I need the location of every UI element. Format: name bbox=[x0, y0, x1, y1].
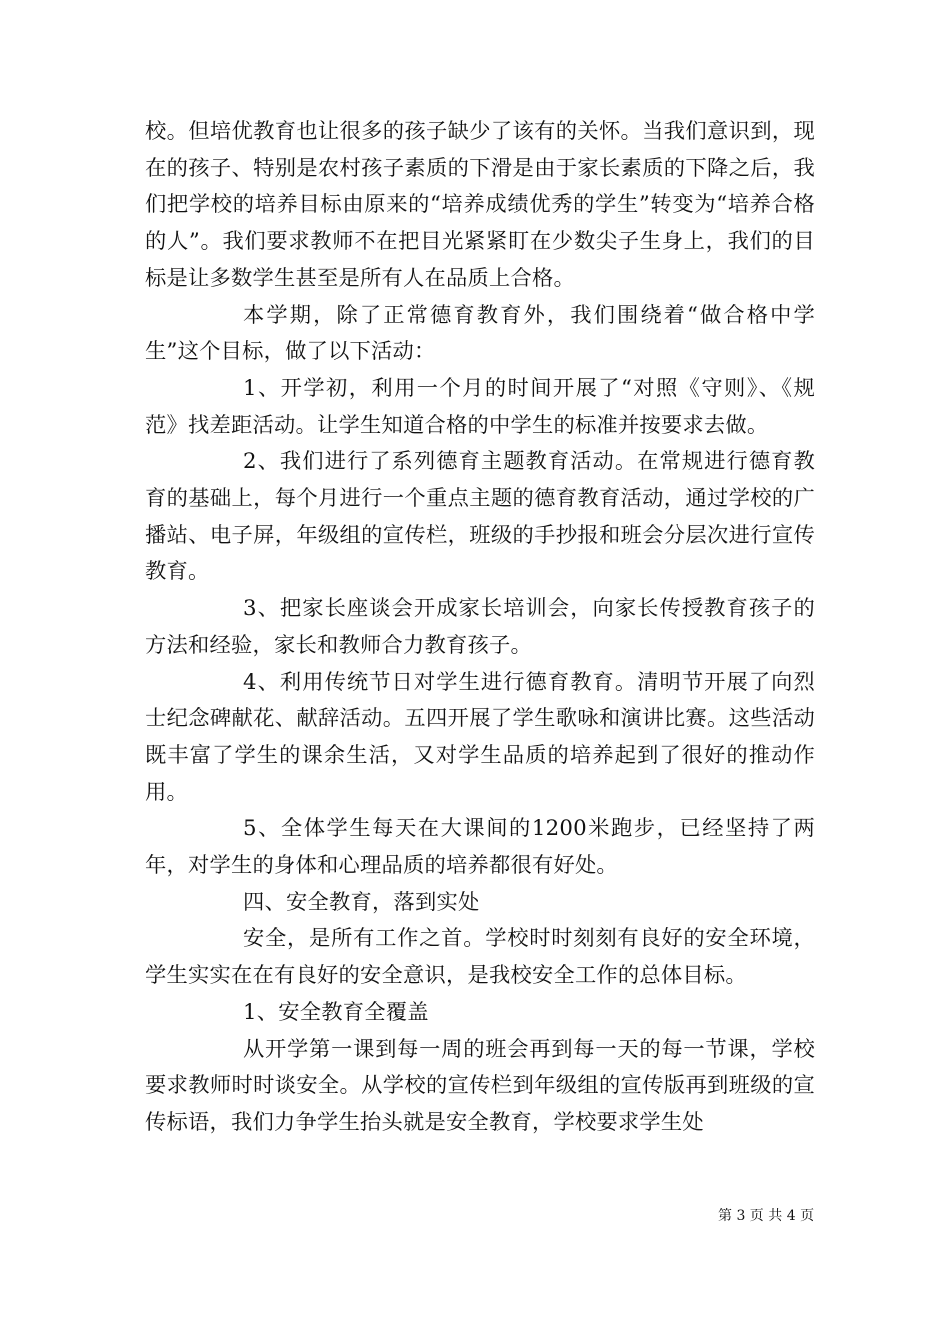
page-number-footer: 第 3 页 共 4 页 bbox=[718, 1208, 815, 1224]
paragraph-item-5: 5、全体学生每天在大课间的1200米跑步，已经坚持了两年，对学生的身体和心理品质的培养都很有好处。 bbox=[145, 816, 815, 879]
paragraph-item-2: 2、我们进行了系列德育主题教育活动。在常规进行德育教育的基础上，每个月进行一个重点主题的德育教育活动，通过学校的广播站、电子屏，年级组的宣传栏，班级的手抄报和班会分层次进行宣传教育。 bbox=[145, 449, 815, 585]
paragraph-item-3: 3、把家长座谈会开成家长培训会，向家长传授教育孩子的方法和经验，家长和教师合力教育孩子。 bbox=[145, 596, 815, 658]
section-heading-safety: 四、安全教育，落到实处 bbox=[243, 889, 480, 915]
paragraph-safety-coverage: 从开学第一课到每一周的班会再到每一天的每一节课，学校要求教师时时谈安全。从学校的宣传栏到年级组的宣传版再到班级的宣传标语，我们力争学生抬头就是安全教育，学校要求学生处 bbox=[145, 1036, 815, 1135]
document-body bbox=[145, 114, 815, 1142]
subheading-safety-coverage: 1、安全教育全覆盖 bbox=[243, 999, 429, 1025]
paragraph-item-1: 1、开学初，利用一个月的时间开展了“对照《守则》、《规范》找差距活动。让学生知道合格的中学生的标准并按要求去做。 bbox=[145, 375, 815, 438]
paragraph-item-4: 4、利用传统节日对学生进行德育教育。清明节开展了向烈士纪念碑献花、献辞活动。五四开展了学生歌咏和演讲比赛。这些活动既丰富了学生的课余生活，又对学生品质的培养起到了很好的推动作用。 bbox=[145, 669, 815, 805]
paragraph-semester-activities: 本学期，除了正常德育教育外，我们围绕着“做合格中学生”这个目标，做了以下活动： bbox=[145, 302, 815, 365]
paragraph-safety-goal: 安全，是所有工作之首。学校时时刻刻有良好的安全环境，学生实实在在有良好的安全意识，是我校安全工作的总体目标。 bbox=[145, 926, 815, 989]
paragraph-continuation: 校。但培优教育也让很多的孩子缺少了该有的关怀。当我们意识到，现在的孩子、特别是农村孩子素质的下滑是由于家长素质的下降之后，我们把学校的培养目标由原来的“培养成绩优秀的学生”转变为“培养合格的人”。我们要求教师不在把目光紧紧盯在少数尖子生身上，我们的目标是让多数学生甚至是所有人在品质上合格。 bbox=[145, 119, 815, 291]
